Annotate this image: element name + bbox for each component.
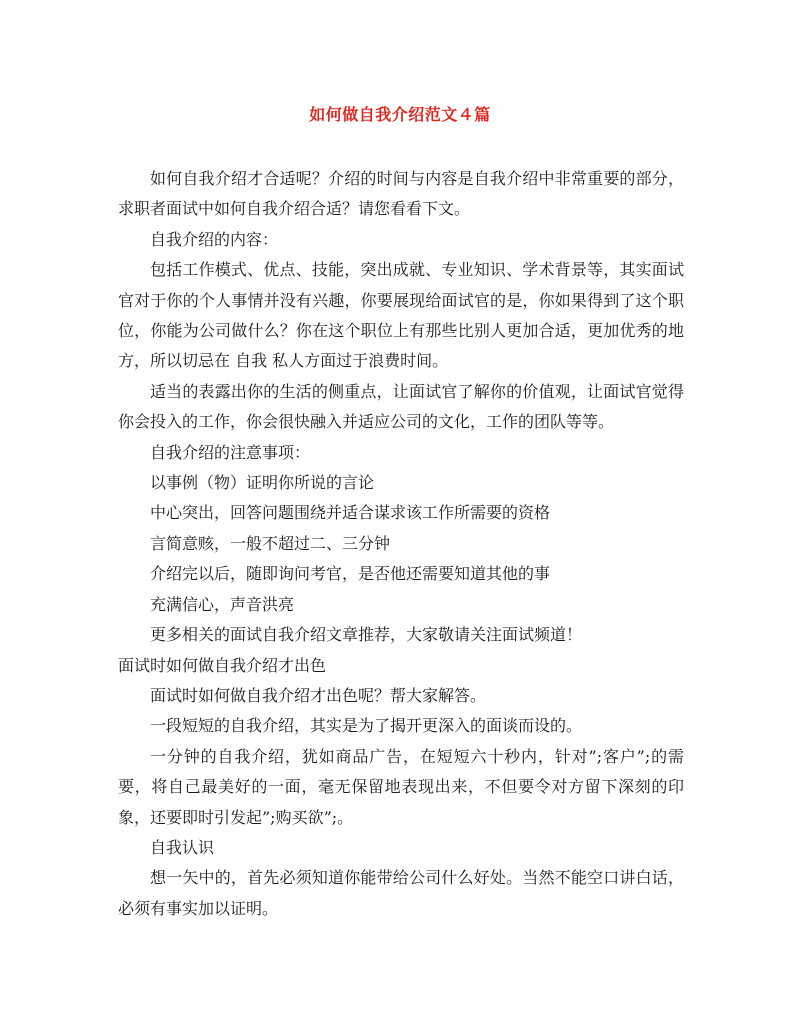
paragraph: 更多相关的面试自我介绍文章推荐，大家敬请关注面试频道！ xyxy=(150,625,583,645)
paragraph: 想一矢中的，首先必须知道你能带给公司什么好处。当然不能空口讲白话，必须有事实加以证明。 xyxy=(118,868,684,918)
paragraph: 充满信心，声音洪亮 xyxy=(150,594,295,614)
paragraph: 面试时如何做自我介绍才出色呢？帮大家解答。 xyxy=(150,685,487,705)
paragraph: 自我认识 xyxy=(150,837,215,857)
paragraph: 言简意赅，一般不超过二、三分钟 xyxy=(150,533,391,553)
paragraph: 一段短短的自我介绍，其实是为了揭开更深入的面谈而设的。 xyxy=(150,716,583,736)
paragraph: 中心突出，回答问题围绕并适合谋求该工作所需要的资格 xyxy=(150,503,551,523)
paragraph: 包括工作模式、优点、技能，突出成就、专业知识、学术背景等，其实面试官对于你的个人事情并没有兴趣，你要展现给面试官的是，你如果得到了这个职位，你能为公司做什么？你在这个职位上有那些比别人更加合适，更加优秀的地方，所以切忌在 自我 私人方面过于浪费时间。 xyxy=(118,260,684,371)
paragraph: 面试时如何做自我介绍才出色 xyxy=(118,655,327,675)
paragraph: 以事例（物）证明你所说的言论 xyxy=(150,473,375,493)
paragraph: 自我介绍的内容： xyxy=(150,229,279,249)
document-title: 如何做自我介绍范文４篇 xyxy=(309,105,491,124)
paragraph: 适当的表露出你的生活的侧重点，让面试官了解你的价值观，让面试官觉得你会投入的工作，你会很快融入并适应公司的文化，工作的团队等等。 xyxy=(118,381,684,432)
paragraph: 介绍完以后，随即询问考官，是否他还需要知道其他的事 xyxy=(150,564,551,584)
paragraph: 自我介绍的注意事项： xyxy=(150,442,311,462)
document-body xyxy=(118,164,684,924)
paragraph: 一分钟的自我介绍，犹如商品广告，在短短六十秒内，针对”;客户”;的需要，将自己最美好的一面，毫无保留地表现出来，不但要令对方留下深刻的印象，还要即时引发起”;购买欲”;。 xyxy=(118,746,684,827)
paragraph: 如何自我介绍才合适呢？介绍的时间与内容是自我介绍中非常重要的部分，求职者面试中如何自我介绍合适？请您看看下文。 xyxy=(118,169,684,219)
